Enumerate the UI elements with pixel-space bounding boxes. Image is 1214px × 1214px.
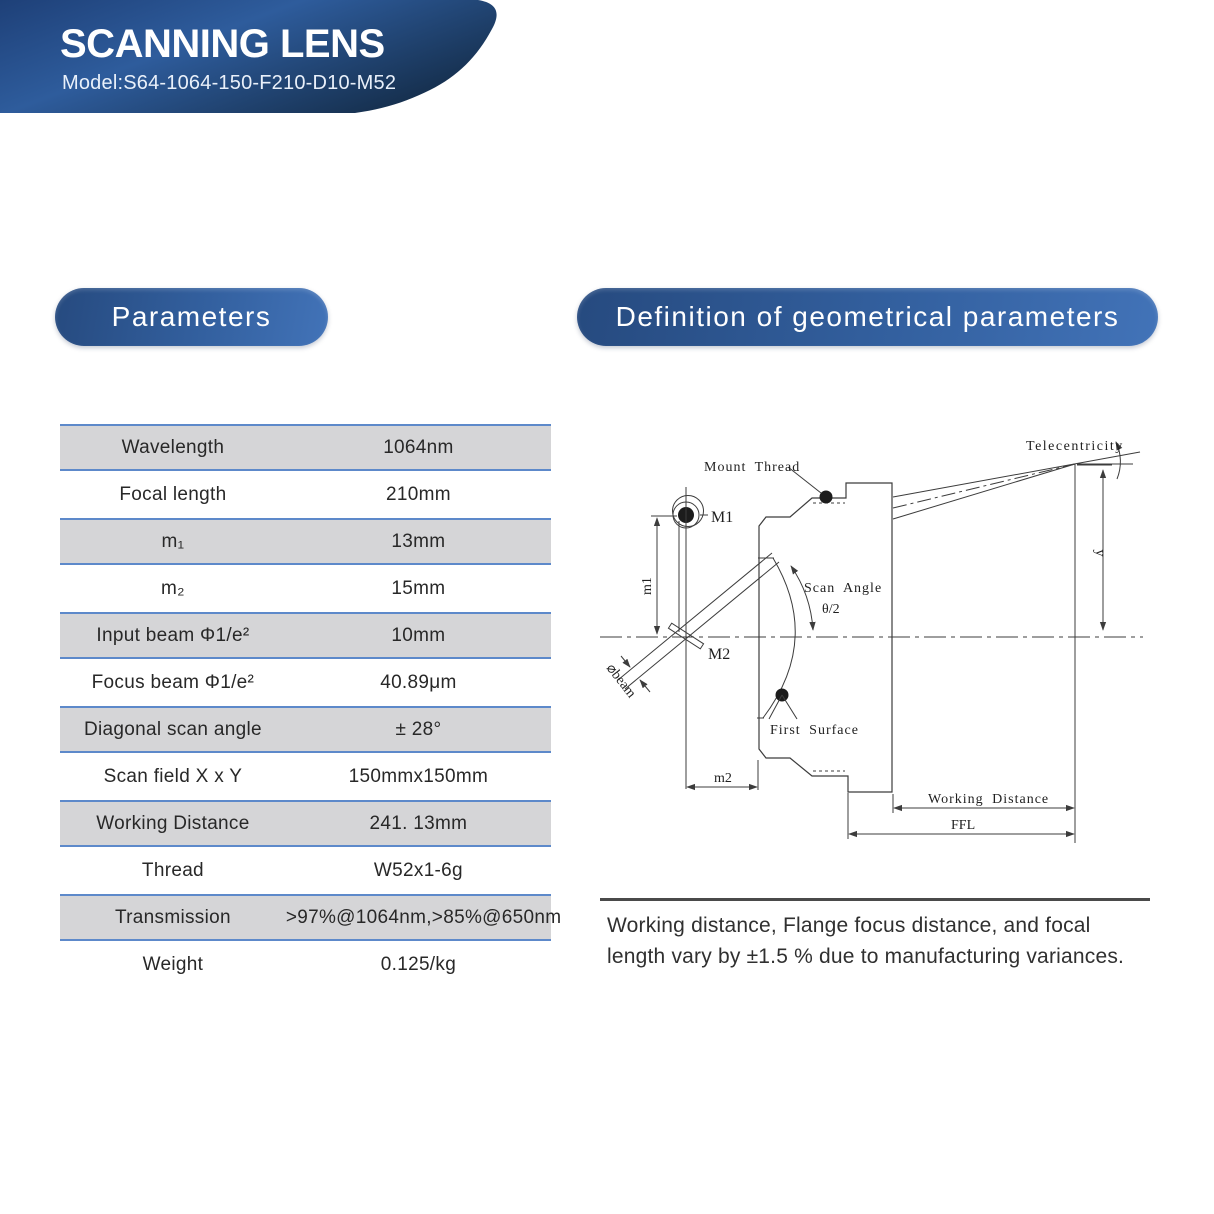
- scan-beam-line-upper: [618, 553, 772, 680]
- param-value: 0.125/kg: [380, 953, 457, 975]
- param-label: Working Distance: [96, 812, 250, 834]
- param-value: 1064nm: [383, 436, 454, 458]
- telecentricity-label: Telecentricity: [1026, 439, 1124, 454]
- param-label: Focal length: [119, 483, 227, 505]
- beam-dia-arrow-lower: [640, 680, 650, 692]
- param-label: Weight: [142, 953, 204, 975]
- scan-angle-value-label: θ/2: [822, 602, 840, 617]
- exit-beam-bottom: [893, 464, 1075, 519]
- first-surface-leader-right: [782, 695, 797, 719]
- param-label: Thread: [141, 859, 204, 881]
- note-divider: [600, 898, 1150, 901]
- section-title-parameters-label: Parameters: [111, 301, 272, 332]
- beam-dia-arrow-upper: [621, 656, 630, 667]
- param-label: m₁: [161, 530, 185, 552]
- beam-diameter-label: ⌀beam: [602, 661, 639, 701]
- model-number: Model:S64-1064-150-F210-D10-M52: [62, 72, 397, 94]
- param-value: 241. 13mm: [369, 812, 468, 834]
- scan-angle-label: Scan Angle: [804, 581, 883, 596]
- mount-thread-label: Mount Thread: [704, 460, 801, 475]
- param-value: 15mm: [391, 577, 446, 599]
- m1-dim-label: m1: [640, 577, 655, 595]
- exit-beam-chief-ray: [893, 464, 1075, 508]
- param-label: Focus beam Φ1/e²: [91, 671, 255, 693]
- param-label: Transmission: [114, 906, 231, 928]
- param-label: Wavelength: [121, 436, 225, 458]
- mount-thread-dot: [820, 491, 833, 504]
- param-label: Scan field X x Y: [103, 765, 243, 787]
- param-label: Input beam Φ1/e²: [96, 624, 250, 646]
- working-distance-label: Working Distance: [928, 792, 1050, 807]
- tolerance-note: Working distance, Flange focus distance, and focal length vary by ±1.5 % due to manufacturing variances.: [607, 914, 1125, 968]
- ffl-label: FFL: [951, 818, 976, 833]
- first-surface-label: First Surface: [770, 723, 859, 738]
- param-value: 150mmx150mm: [348, 765, 489, 787]
- param-label: Diagonal scan angle: [83, 718, 262, 740]
- m2-dim-label: m2: [714, 771, 732, 786]
- param-value: 13mm: [391, 530, 446, 552]
- param-label: m₂: [161, 577, 185, 599]
- param-value: 210mm: [385, 483, 451, 505]
- page-title: SCANNING LENS: [60, 22, 385, 66]
- section-title-definition-label: Definition of geometrical parameters: [615, 301, 1120, 332]
- m2-label: M2: [708, 646, 731, 663]
- y-dim-label: y: [1092, 549, 1107, 557]
- param-value: W52x1-6g: [373, 859, 463, 881]
- m1-label: M1: [711, 509, 734, 526]
- param-value: 10mm: [391, 624, 446, 646]
- param-value: 40.89μm: [380, 671, 457, 693]
- param-value: ± 28°: [395, 718, 442, 740]
- param-value: >97%@1064nm,>85%@650nm: [285, 906, 562, 928]
